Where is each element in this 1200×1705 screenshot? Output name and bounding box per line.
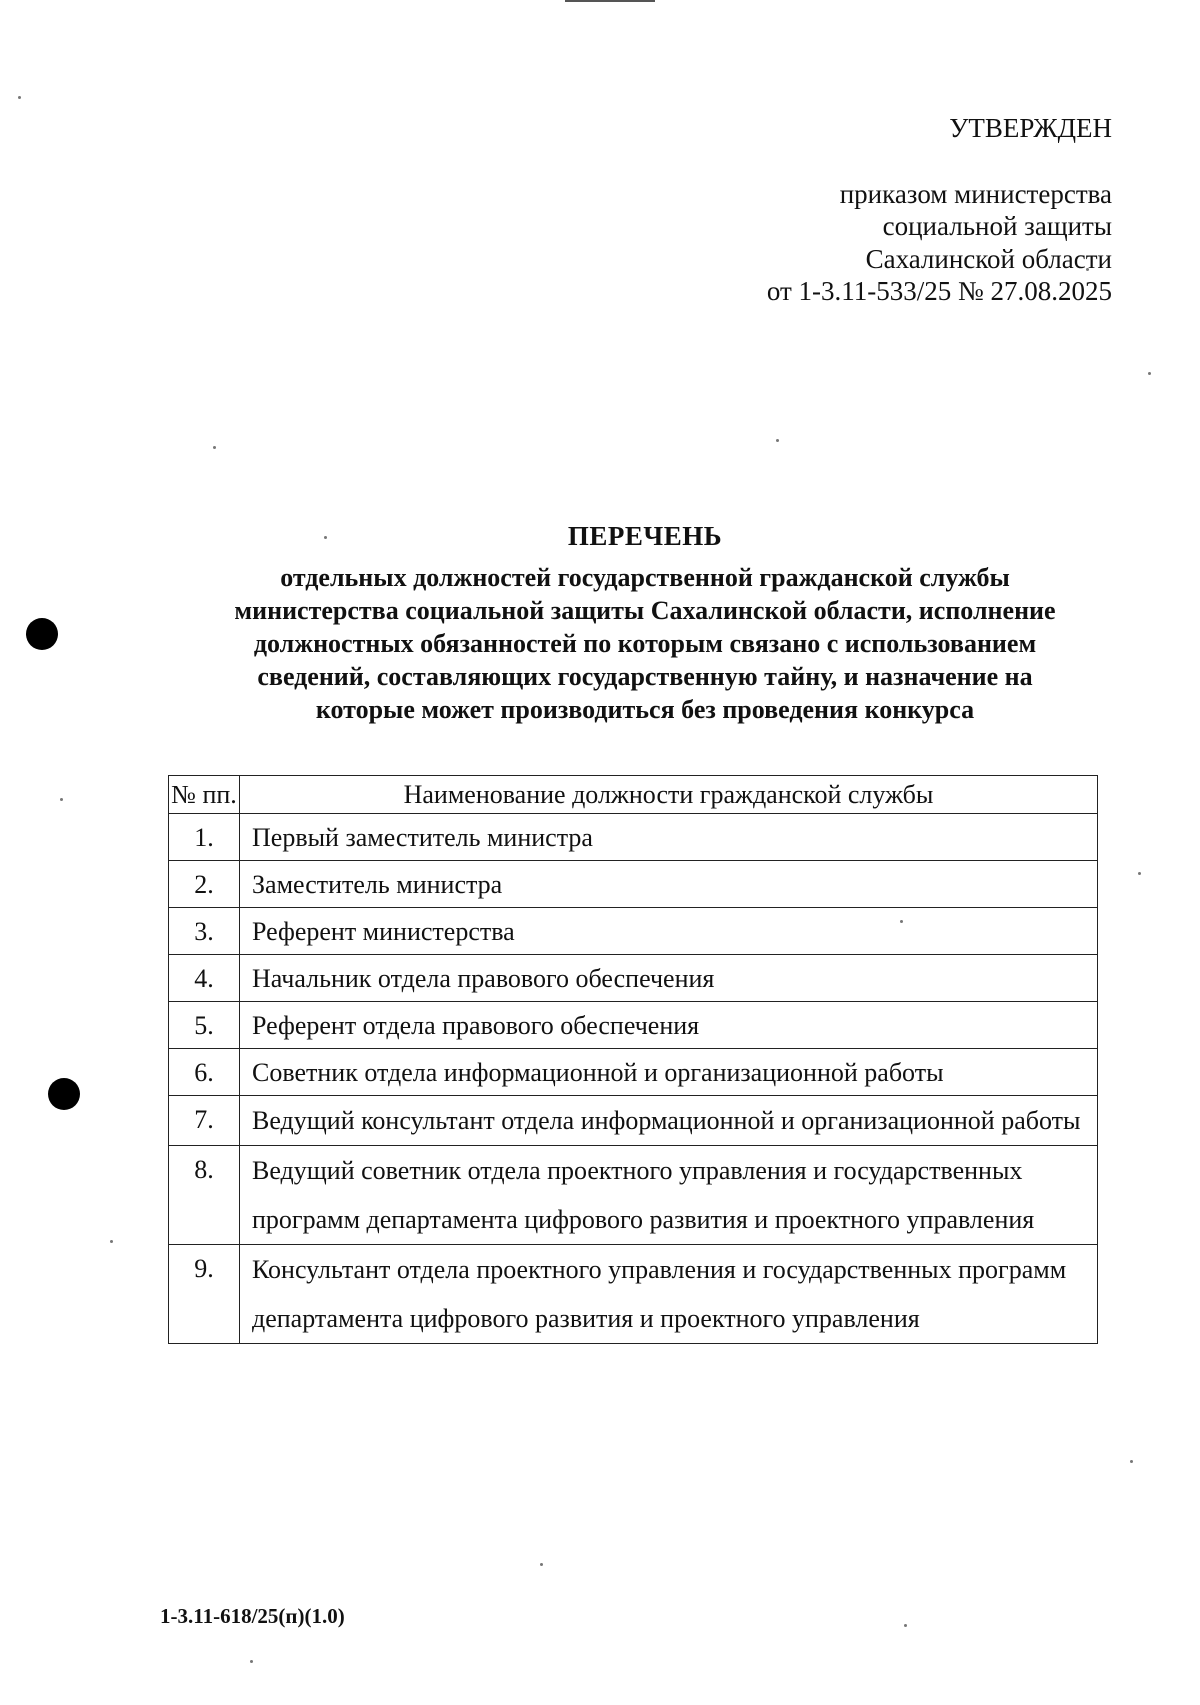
punch-hole-top	[26, 618, 58, 650]
position-name: Первый заместитель министра	[240, 814, 1098, 861]
row-number: 7.	[169, 1096, 240, 1146]
row-number: 4.	[169, 955, 240, 1002]
table-row	[169, 1245, 1098, 1344]
scan-speck	[1130, 1460, 1133, 1463]
document-heading	[150, 520, 1140, 726]
position-name: Ведущий советник отдела проектного управления и государственных программ департамента цифрового развития и проектного управления	[240, 1146, 1098, 1245]
position-name: Советник отдела информационной и организационной работы	[240, 1049, 1098, 1096]
document-subtitle-line: которые может производиться без проведения конкурса	[315, 695, 975, 724]
position-name: Начальник отдела правового обеспечения	[240, 955, 1098, 1002]
scan-speck	[904, 1624, 907, 1627]
row-number: 3.	[169, 908, 240, 955]
table-row	[169, 908, 1098, 955]
approval-line: социальной защиты	[882, 211, 1112, 241]
document-reference-number: 1-3.11-618/25(п)(1.0)	[160, 1604, 345, 1628]
row-number: 9.	[169, 1245, 240, 1344]
table-row	[169, 955, 1098, 1002]
column-header-number: № пп.	[169, 776, 240, 814]
scan-speck	[1148, 372, 1151, 375]
approval-block	[767, 112, 1112, 308]
table-header-row	[169, 776, 1098, 814]
position-name: Референт отдела правового обеспечения	[240, 1002, 1098, 1049]
table-row	[169, 861, 1098, 908]
row-number: 2.	[169, 861, 240, 908]
position-name: Консультант отдела проектного управления и государственных программ департамента цифрового развития и проектного управления	[240, 1245, 1098, 1344]
table-row	[169, 1002, 1098, 1049]
punch-hole-bottom	[48, 1078, 80, 1110]
scan-edge-line	[565, 0, 655, 2]
document-subtitle-line: отдельных должностей государственной гражданской службы	[280, 563, 1010, 592]
approval-line: Сахалинской области	[865, 243, 1112, 274]
scan-speck	[776, 439, 779, 442]
scan-speck	[18, 96, 21, 99]
document-subtitle-line: министерства социальной защиты Сахалинской области, исполнение	[234, 596, 1056, 625]
row-number: 8.	[169, 1146, 240, 1245]
position-name: Референт министерства	[240, 908, 1098, 955]
approval-order-ref: от 1-3.11-533/25 № 27.08.2025	[766, 276, 1112, 306]
table-row	[169, 1049, 1098, 1096]
approval-line: приказом министерства	[839, 178, 1112, 209]
scan-speck	[60, 798, 63, 801]
table-row	[169, 1096, 1098, 1146]
positions-table	[168, 775, 1098, 1344]
table-row	[169, 814, 1098, 861]
scan-speck	[1138, 872, 1141, 875]
column-header-name: Наименование должности гражданской службы	[240, 776, 1098, 814]
document-title: ПЕРЕЧЕНЬ	[567, 521, 723, 551]
row-number: 6.	[169, 1049, 240, 1096]
row-number: 5.	[169, 1002, 240, 1049]
row-number: 1.	[169, 814, 240, 861]
table-row	[169, 1146, 1098, 1245]
approval-status: УТВЕРЖДЕН	[949, 113, 1112, 143]
document-subtitle-line: сведений, составляющих государственную тайну, и назначение на	[257, 662, 1033, 691]
scan-speck	[250, 1660, 253, 1663]
document-subtitle-line: должностных обязанностей по которым связано с использованием	[253, 629, 1037, 658]
scan-speck	[540, 1563, 543, 1566]
scan-speck	[213, 446, 216, 449]
position-name: Ведущий консультант отдела информационной и организационной работы	[240, 1096, 1098, 1146]
position-name: Заместитель министра	[240, 861, 1098, 908]
scan-speck	[110, 1240, 113, 1243]
